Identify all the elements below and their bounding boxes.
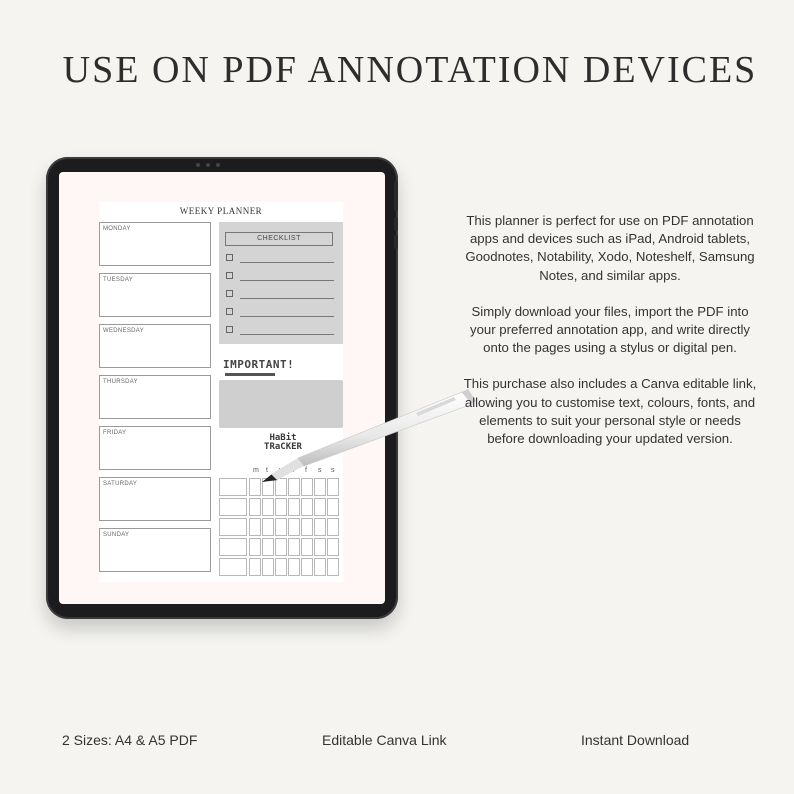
checkbox-icon[interactable]	[226, 326, 233, 333]
checklist-panel	[219, 222, 343, 344]
checkbox-icon[interactable]	[226, 254, 233, 261]
habit-grid-cell[interactable]	[301, 498, 313, 516]
habit-tracker-grid	[219, 478, 343, 582]
day-label: SUNDAY	[103, 532, 130, 538]
habit-grid-cell[interactable]	[219, 538, 247, 556]
checklist-line	[240, 262, 334, 263]
habit-grid-cell[interactable]	[275, 558, 287, 576]
weekday-label: f	[305, 467, 307, 474]
important-label: IMPORTANT!	[223, 358, 295, 371]
day-box-monday[interactable]	[99, 222, 211, 266]
checklist-item[interactable]	[226, 290, 336, 300]
day-box-wednesday[interactable]	[99, 324, 211, 368]
habit-grid-cell[interactable]	[275, 518, 287, 536]
planner-title: WEEKY PLANNER	[179, 206, 263, 216]
day-label: WEDNESDAY	[103, 328, 144, 334]
page-headline: USE ON PDF ANNOTATION DEVICES	[62, 49, 758, 91]
checklist-item[interactable]	[226, 272, 336, 282]
weekday-label: m	[253, 467, 259, 474]
checkbox-icon[interactable]	[226, 290, 233, 297]
habit-grid-cell[interactable]	[219, 518, 247, 536]
habit-grid-cell[interactable]	[314, 538, 326, 556]
habit-tracker-line1: HaBit	[269, 433, 297, 443]
habit-grid-cell[interactable]	[262, 538, 274, 556]
habit-grid-cell[interactable]	[301, 518, 313, 536]
day-label: TUESDAY	[103, 277, 133, 283]
camera-icon	[216, 163, 220, 167]
checkbox-icon[interactable]	[226, 272, 233, 279]
footer-instant-download: Instant Download	[581, 732, 690, 748]
weekday-label: s	[318, 467, 322, 474]
habit-grid-cell[interactable]	[327, 498, 339, 516]
habit-grid-cell[interactable]	[249, 518, 261, 536]
habit-grid-cell[interactable]	[249, 558, 261, 576]
description-text	[460, 212, 760, 466]
description-paragraph-3: This purchase also includes a Canva editable link, allowing you to customise text, colours, fonts, and elements to suit your personal style or needs before downloading your updated version.	[463, 376, 757, 447]
habit-grid-cell[interactable]	[275, 538, 287, 556]
habit-grid-cell[interactable]	[314, 498, 326, 516]
checklist-title: CHECKLIST	[225, 232, 333, 246]
description-paragraph-1: This planner is perfect for use on PDF annotation apps and devices such as iPad, Android tablets, Goodnotes, Notability, Xodo, Noteshelf, Samsung Notes, and similar apps.	[465, 213, 755, 283]
habit-grid-cell[interactable]	[301, 558, 313, 576]
habit-grid-cell[interactable]	[288, 498, 300, 516]
checklist-item[interactable]	[226, 326, 336, 336]
tablet-side-button	[394, 181, 398, 211]
important-underline	[225, 373, 275, 376]
camera-icon	[206, 163, 210, 167]
habit-grid-cell[interactable]	[275, 498, 287, 516]
habit-grid-cell[interactable]	[314, 558, 326, 576]
habit-grid-cell[interactable]	[327, 518, 339, 536]
habit-grid-cell[interactable]	[314, 518, 326, 536]
tablet-volume-button	[394, 217, 398, 231]
habit-grid-cell[interactable]	[288, 558, 300, 576]
habit-grid-cell[interactable]	[219, 498, 247, 516]
habit-grid-cell[interactable]	[288, 518, 300, 536]
habit-grid-cell[interactable]	[262, 558, 274, 576]
habit-grid-cell[interactable]	[327, 558, 339, 576]
day-label: THURSDAY	[103, 379, 138, 385]
habit-grid-cell[interactable]	[219, 558, 247, 576]
footer-sizes: 2 Sizes: A4 & A5 PDF	[62, 732, 198, 748]
habit-grid-cell[interactable]	[301, 538, 313, 556]
day-label: SATURDAY	[103, 481, 138, 487]
day-box-friday[interactable]	[99, 426, 211, 470]
habit-grid-cell[interactable]	[262, 498, 274, 516]
habit-grid-cell[interactable]	[249, 498, 261, 516]
weekday-label: t	[266, 467, 268, 474]
checklist-line	[240, 334, 334, 335]
habit-grid-cell[interactable]	[262, 518, 274, 536]
footer-canva-link: Editable Canva Link	[322, 732, 447, 748]
day-box-tuesday[interactable]	[99, 273, 211, 317]
checklist-line	[240, 298, 334, 299]
habit-grid-cell[interactable]	[249, 538, 261, 556]
habit-tracker-line2: TRaCKER	[264, 442, 302, 452]
habit-grid-cell[interactable]	[219, 478, 247, 496]
weekday-label: s	[331, 467, 335, 474]
checkbox-icon[interactable]	[226, 308, 233, 315]
day-label: MONDAY	[103, 226, 131, 232]
checklist-item[interactable]	[226, 308, 336, 318]
day-box-sunday[interactable]	[99, 528, 211, 572]
habit-grid-cell[interactable]	[288, 538, 300, 556]
day-box-thursday[interactable]	[99, 375, 211, 419]
day-box-saturday[interactable]	[99, 477, 211, 521]
habit-grid-cell[interactable]	[327, 538, 339, 556]
checklist-item[interactable]	[226, 254, 336, 264]
checklist-line	[240, 316, 334, 317]
day-label: FRIDAY	[103, 430, 127, 436]
checklist-line	[240, 280, 334, 281]
camera-icon	[196, 163, 200, 167]
tablet-volume-button	[394, 235, 398, 249]
description-paragraph-2: Simply download your files, import the PDF into your preferred annotation app, and write directly onto the pages using a stylus or digital pen.	[469, 303, 751, 356]
